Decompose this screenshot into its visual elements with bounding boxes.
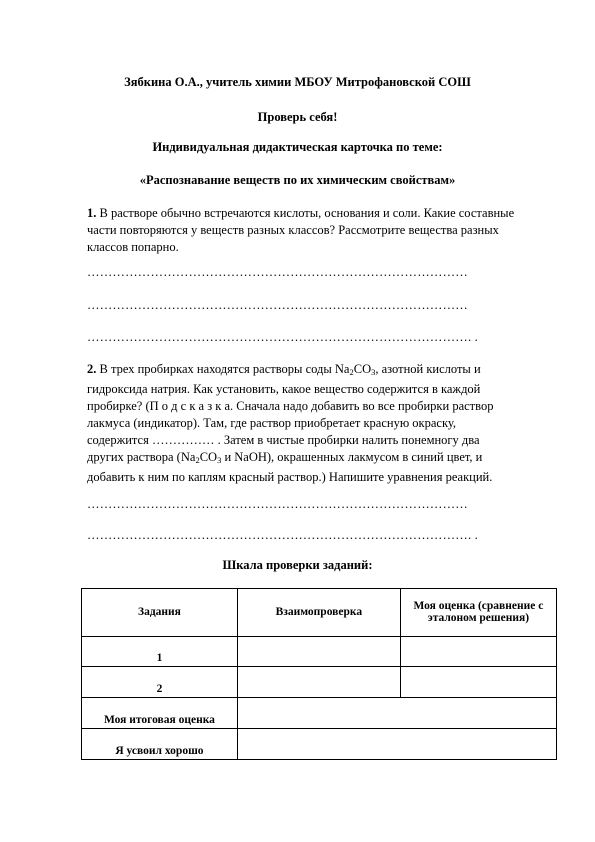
subscript: 2 — [349, 367, 354, 377]
task-2-body-a: В трех пробирках находятся растворы соды Na — [99, 362, 350, 376]
answer-line-2-2: ………………………………………………………………………………. . — [87, 528, 478, 542]
final-grade-cell[interactable] — [237, 698, 556, 729]
table-row — [82, 667, 557, 698]
table-row — [82, 729, 557, 760]
author-line: Зябкина О.А., учитель химии МБОУ Митрофановской СОШ — [124, 75, 471, 89]
page-title: Проверь себя! — [257, 110, 338, 124]
task-1-text — [87, 205, 517, 256]
task-2-body-b: , азотной кислоты и гидроксида натрия. Как установить, какое вещество содержится в каждой пробирке? (П о д с к а з к а. Сначала надо добавить во все пробирки раствор лакмуса (индикатор). Там, где раствор приобретает красную окраску, содержится …………… . Затем в чистые пробирки налить понемногу два других раствора (Na — [87, 362, 494, 464]
card-subtitle: Индивидуальная дидактическая карточка по теме: — [152, 140, 443, 154]
my-grade-cell[interactable] — [400, 667, 556, 698]
learned-well-label: Я усвоил хорошо — [82, 729, 238, 760]
answer-line-1-3: ………………………………………………………………………………. . — [87, 330, 478, 344]
task-2-body-c: и NaOH), окрашенных лакмусом в синий цвет, и добавить к ним по каплям красный раствор.) Напишите уравнения реакций. — [87, 450, 493, 484]
task-cell: 2 — [82, 667, 238, 698]
table-row — [82, 698, 557, 729]
answer-line-2-1: ……………………………………………………………………………… — [87, 497, 468, 511]
learned-well-cell[interactable] — [237, 729, 556, 760]
task-2-formula: CO — [199, 450, 218, 464]
subscript: 3 — [371, 367, 376, 377]
task-1-number: 1. — [87, 206, 97, 220]
header-my-grade: Моя оценка (сравнение с эталоном решения) — [400, 589, 556, 637]
header-tasks: Задания — [82, 589, 238, 637]
task-cell: 1 — [82, 637, 238, 667]
table-row — [82, 637, 557, 667]
final-grade-label: Моя итоговая оценка — [82, 698, 238, 729]
topic-title: «Распознавание веществ по их химическим свойствам» — [139, 173, 456, 187]
answer-line-1-2: ……………………………………………………………………………… — [87, 298, 468, 312]
subscript: 2 — [195, 455, 200, 465]
grading-table — [81, 588, 557, 760]
scale-title: Шкала проверки заданий: — [222, 558, 373, 572]
task-2-text — [87, 361, 517, 486]
table-header-row — [82, 589, 557, 637]
task-2-formula: CO — [353, 362, 372, 376]
peer-check-cell[interactable] — [237, 637, 400, 667]
task-2-number: 2. — [87, 362, 97, 376]
subscript: 3 — [217, 455, 222, 465]
answer-line-1-1: ……………………………………………………………………………… — [87, 265, 468, 279]
peer-check-cell[interactable] — [237, 667, 400, 698]
task-1-body: В растворе обычно встречаются кислоты, основания и соли. Какие составные части повторяются у веществ разных классов? Рассмотрите вещества разных классов попарно. — [87, 206, 515, 254]
my-grade-cell[interactable] — [400, 637, 556, 667]
header-peer-check: Взаимопроверка — [237, 589, 400, 637]
